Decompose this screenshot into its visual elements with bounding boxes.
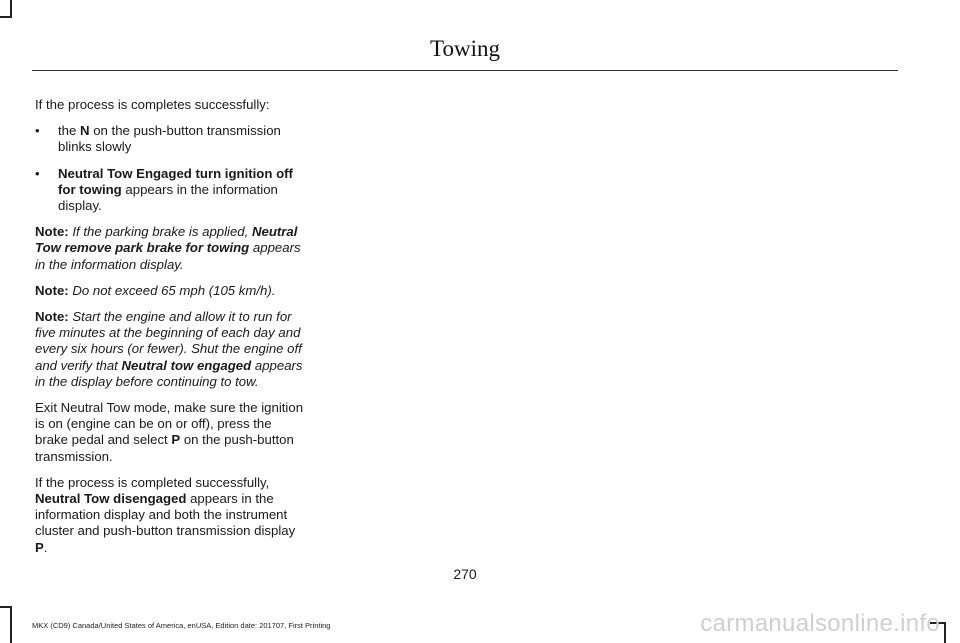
bullet-icon: • [35, 165, 40, 181]
bullet-icon: • [35, 123, 40, 139]
crop-mark-bottom-left-h [0, 606, 12, 608]
note-parking-brake: Note: If the parking brake is applied, Neutral Tow remove park brake for towing appears in the information display. [35, 224, 301, 272]
crop-mark-bottom-left-v [10, 606, 12, 643]
footer-text: MKX (CD9) Canada/United States of America, enUSA, Edition date: 201707, First Printing [32, 621, 331, 630]
list-item: • the N on the push-button transmission blinks slowly [35, 123, 281, 155]
completion-text: If the process is completed successfully, Neutral Tow disengaged appears in the information display and both the instrument cluster and push-button transmission display P. [35, 474, 296, 555]
crop-mark-bottom-right-v [944, 622, 946, 643]
main-content [35, 97, 307, 566]
note-engine-run: Note: Start the engine and allow it to run for five minutes at the beginning of each day and every six hours (or fewer). Shut the engine off and verify that Neutral tow engaged appears in the display before continuing to tow. [35, 309, 303, 389]
exit-instructions: Exit Neutral Tow mode, make sure the ignition is on (engine can be on or off), press the brake pedal and select P on the push-button transmission. [35, 400, 304, 464]
list-item: • Neutral Tow Engaged turn ignition off for towing appears in the information display. [35, 165, 293, 214]
page-number: 270 [453, 566, 477, 582]
intro-text: If the process is completes successfully: [35, 97, 270, 112]
crop-mark-top-left-h [0, 16, 12, 18]
watermark-text: carmanualsonline.info [700, 610, 940, 637]
header-rule [32, 70, 898, 71]
note-speed: Note: Do not exceed 65 mph (105 km/h). [35, 282, 276, 298]
page-title: Towing [430, 36, 500, 61]
crop-mark-top-left-v [10, 0, 12, 17]
